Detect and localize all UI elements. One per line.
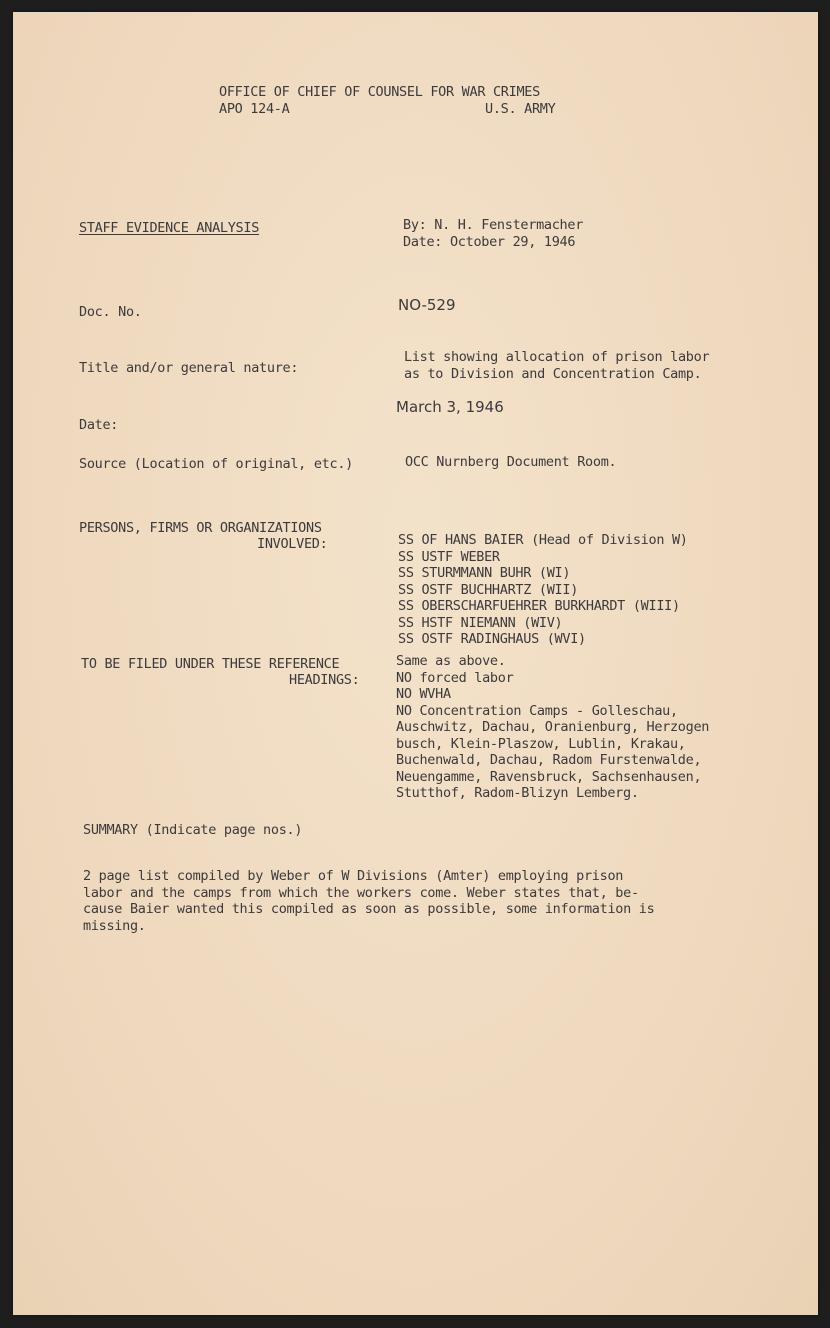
persons-label-involved: INVOLVED: bbox=[257, 536, 328, 552]
summary-line: 2 page list compiled by Weber of W Divisions (Amter) employing prison bbox=[83, 868, 624, 884]
summary-line: missing. bbox=[83, 917, 146, 934]
person-item: SS USTF WEBER bbox=[398, 548, 500, 565]
person-item: SS OSTF BUCHHARTZ (WII) bbox=[398, 581, 579, 598]
filed-item: Neuengamme, Ravensbruck, Sachsenhausen, bbox=[396, 768, 702, 785]
doc-no-value: NO-529 bbox=[398, 296, 456, 314]
source-label: Source (Location of original, etc.) bbox=[79, 456, 353, 472]
person-item: SS OF HANS BAIER (Head of Division W) bbox=[398, 532, 688, 548]
summary-text bbox=[83, 868, 654, 934]
analysis-date: Date: October 29, 1946 bbox=[403, 234, 576, 250]
filed-item: Same as above. bbox=[396, 653, 506, 669]
persons-list bbox=[398, 532, 688, 648]
document-page bbox=[13, 12, 818, 1315]
apo-number: APO 124-A bbox=[219, 101, 290, 117]
analyst-name: By: N. H. Fenstermacher bbox=[403, 217, 584, 233]
person-item: SS OBERSCHARFUEHRER BURKHARDT (WIII) bbox=[398, 598, 680, 614]
date-label: Date: bbox=[79, 417, 119, 433]
filed-label-headings: HEADINGS: bbox=[289, 672, 360, 688]
filed-item: busch, Klein-Plaszow, Lublin, Krakau, bbox=[396, 735, 686, 752]
filed-item: NO WVHA bbox=[396, 686, 451, 702]
filed-item: NO Concentration Camps - Golleschau, bbox=[396, 702, 678, 719]
person-item: SS STURMMANN BUHR (WI) bbox=[398, 565, 571, 581]
office-title: OFFICE OF CHIEF OF COUNSEL FOR WAR CRIMES bbox=[219, 84, 540, 100]
persons-label: PERSONS, FIRMS OR ORGANIZATIONS bbox=[79, 520, 322, 536]
filed-item: Auschwitz, Dachau, Oranienburg, Herzogen bbox=[396, 719, 710, 735]
title-value-line: as to Division and Concentration Camp. bbox=[404, 365, 702, 382]
filed-item: NO forced labor bbox=[396, 669, 514, 686]
person-item: SS OSTF RADINGHAUS (WVI) bbox=[398, 631, 586, 647]
title-value-line: List showing allocation of prison labor bbox=[404, 349, 710, 365]
army-label: U.S. ARMY bbox=[485, 101, 556, 117]
date-value: March 3, 1946 bbox=[396, 398, 504, 416]
title-label: Title and/or general nature: bbox=[79, 360, 299, 376]
filed-label: TO BE FILED UNDER THESE REFERENCE bbox=[81, 656, 340, 672]
summary-line: labor and the camps from which the workers come. Weber states that, be- bbox=[83, 884, 639, 901]
person-item: SS HSTF NIEMANN (WIV) bbox=[398, 614, 563, 631]
filed-item: Buchenwald, Dachau, Radom Furstenwalde, bbox=[396, 752, 702, 768]
source-value: OCC Nurnberg Document Room. bbox=[405, 454, 617, 470]
filed-list bbox=[396, 653, 709, 802]
title-value bbox=[404, 349, 709, 382]
summary-label: SUMMARY (Indicate page nos.) bbox=[83, 822, 303, 838]
doc-no-label: Doc. No. bbox=[79, 304, 142, 320]
summary-line: cause Baier wanted this compiled as soon as possible, some information is bbox=[83, 901, 655, 917]
filed-item: Stutthof, Radom-Blizyn Lemberg. bbox=[396, 785, 639, 801]
analysis-title: STAFF EVIDENCE ANALYSIS bbox=[79, 220, 260, 236]
